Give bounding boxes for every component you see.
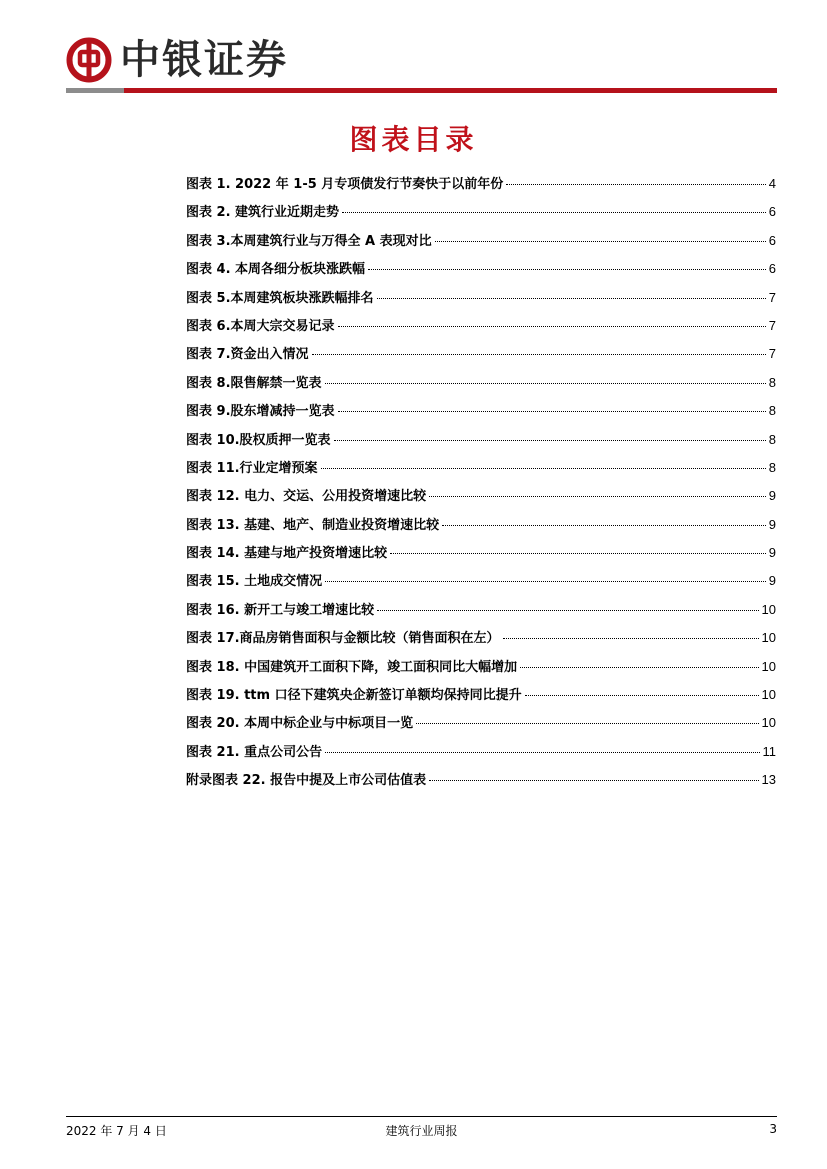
- toc-dot-leader: [321, 468, 766, 469]
- toc-entry-label: 图表 15. 土地成交情况: [186, 574, 323, 590]
- toc-entry[interactable]: [186, 429, 776, 457]
- toc-dot-leader: [338, 411, 766, 412]
- toc-dot-leader: [377, 298, 766, 299]
- toc-dot-leader: [325, 752, 759, 753]
- toc-dot-leader: [429, 496, 766, 497]
- toc-dot-leader: [525, 695, 759, 696]
- toc-entry-page: 7: [768, 317, 776, 333]
- toc-entry[interactable]: [186, 315, 776, 343]
- toc-entry-page: 6: [768, 261, 776, 277]
- toc-entry-label: 图表 8.限售解禁一览表: [186, 375, 322, 391]
- toc-entry[interactable]: [186, 457, 776, 485]
- toc-entry-label: 图表 13. 基建、地产、制造业投资增速比较: [186, 517, 440, 533]
- toc-dot-leader: [342, 212, 766, 213]
- toc-dot-leader: [416, 723, 758, 724]
- toc-dot-leader: [429, 780, 758, 781]
- toc-entry-label: 图表 17.商品房销售面积与金额比较（销售面积在左）: [186, 631, 500, 647]
- toc-entry-label: 图表 20. 本周中标企业与中标项目一览: [186, 716, 414, 732]
- toc-dot-leader: [390, 553, 766, 554]
- toc-entry-label: 图表 21. 重点公司公告: [186, 744, 323, 760]
- toc-entry[interactable]: [186, 400, 776, 428]
- brand-logo: [66, 32, 288, 88]
- toc-entry[interactable]: [186, 372, 776, 400]
- toc-entry-page: 11: [762, 743, 776, 759]
- toc-dot-leader: [338, 326, 766, 327]
- toc-dot-leader: [435, 241, 766, 242]
- toc-entry-page: 10: [761, 715, 776, 731]
- toc-dot-leader: [503, 638, 759, 639]
- toc-dot-leader: [334, 440, 766, 441]
- toc-entry-label: 图表 7.资金出入情况: [186, 347, 309, 363]
- toc-entry[interactable]: [186, 570, 776, 598]
- toc-entry[interactable]: [186, 656, 776, 684]
- header-rule-grey: [66, 88, 124, 93]
- toc-entry-page: 9: [768, 545, 776, 561]
- brand-name: 中银证券: [120, 36, 288, 83]
- toc-entry[interactable]: [186, 542, 776, 570]
- page-title: 图表目录: [349, 123, 478, 156]
- toc-entry[interactable]: [186, 712, 776, 740]
- toc-entry-page: 6: [768, 232, 776, 248]
- toc-entry-page: 4: [768, 176, 776, 191]
- toc-dot-leader: [312, 354, 766, 355]
- toc-entry-label: 图表 6.本周大宗交易记录: [186, 318, 335, 334]
- toc-entry-page: 9: [768, 573, 776, 589]
- toc-entry-label: 图表 12. 电力、交运、公用投资增速比较: [186, 489, 427, 505]
- toc-entry[interactable]: [186, 627, 776, 655]
- toc-entry[interactable]: [186, 230, 776, 258]
- page-header: [0, 0, 827, 100]
- footer-page-number: 3: [769, 1122, 777, 1136]
- toc-entry-page: 7: [768, 346, 776, 362]
- toc-entry[interactable]: [186, 343, 776, 371]
- toc-entry[interactable]: [186, 514, 776, 542]
- toc-entry-page: 10: [761, 658, 776, 674]
- toc-entry-page: 8: [768, 431, 776, 447]
- toc-entry-page: 9: [768, 488, 776, 504]
- toc-dot-leader: [442, 525, 766, 526]
- toc-entry-page: 8: [768, 374, 776, 390]
- toc-entry-label: 图表 18. 中国建筑开工面积下降，竣工面积同比大幅增加: [186, 659, 518, 675]
- toc-entry[interactable]: [186, 287, 776, 315]
- toc-entry[interactable]: [186, 769, 776, 797]
- toc-entry-page: 13: [761, 772, 776, 788]
- toc-entry-label: 图表 11.行业定增预案: [186, 460, 318, 476]
- toc-dot-leader: [325, 581, 766, 582]
- toc-entry[interactable]: [186, 173, 776, 201]
- toc-entry-page: 7: [768, 289, 776, 305]
- footer-report-name: 建筑行业周报: [385, 1124, 458, 1138]
- header-rule-red: [124, 88, 777, 93]
- toc-entry-label: 图表 14. 基建与地产投资增速比较: [186, 546, 388, 562]
- toc-entry[interactable]: [186, 201, 776, 229]
- toc-dot-leader: [368, 269, 766, 270]
- toc-entry-page: 10: [761, 630, 776, 646]
- toc-entry-label: 图表 1. 2022 年 1-5 月专项债发行节奏快于以前年份: [186, 177, 504, 192]
- toc-entry-label: 图表 5.本周建筑板块涨跌幅排名: [186, 290, 374, 306]
- toc-entry-page: 8: [768, 459, 776, 475]
- toc-entry-label: 图表 10.股权质押一览表: [186, 432, 331, 448]
- footer-date: 2022 年 7 月 4 日: [66, 1124, 167, 1138]
- toc-entry[interactable]: [186, 258, 776, 286]
- toc-dot-leader: [377, 610, 758, 611]
- toc-entry-label: 图表 9.股东增减持一览表: [186, 404, 335, 420]
- toc-entry-page: 8: [768, 403, 776, 419]
- toc-entry-label: 图表 3.本周建筑行业与万得全 A 表现对比: [186, 233, 432, 249]
- toc-entry-label: 图表 2. 建筑行业近期走势: [186, 205, 340, 221]
- toc-entry-label: 图表 4. 本周各细分板块涨跌幅: [186, 262, 366, 278]
- toc-entry-page: 9: [768, 516, 776, 532]
- toc-entry[interactable]: [186, 741, 776, 769]
- toc-dot-leader: [520, 667, 758, 668]
- toc-entry-label: 图表 19. ttm 口径下建筑央企新签订单额均保持同比提升: [186, 688, 522, 704]
- toc-entry[interactable]: [186, 485, 776, 513]
- table-of-figures: [186, 173, 776, 798]
- toc-entry-page: 6: [768, 204, 776, 220]
- bank-of-china-logo-icon: [66, 37, 112, 83]
- toc-entry-page: 10: [761, 687, 776, 703]
- toc-entry[interactable]: [186, 599, 776, 627]
- toc-dot-leader: [506, 184, 765, 185]
- footer-rule: [66, 1116, 777, 1117]
- toc-entry-label: 图表 16. 新开工与竣工增速比较: [186, 602, 375, 618]
- toc-entry-label: 附录图表 22. 报告中提及上市公司估值表: [186, 773, 427, 789]
- toc-dot-leader: [325, 383, 766, 384]
- toc-entry[interactable]: [186, 684, 776, 712]
- toc-entry-page: 10: [761, 601, 776, 617]
